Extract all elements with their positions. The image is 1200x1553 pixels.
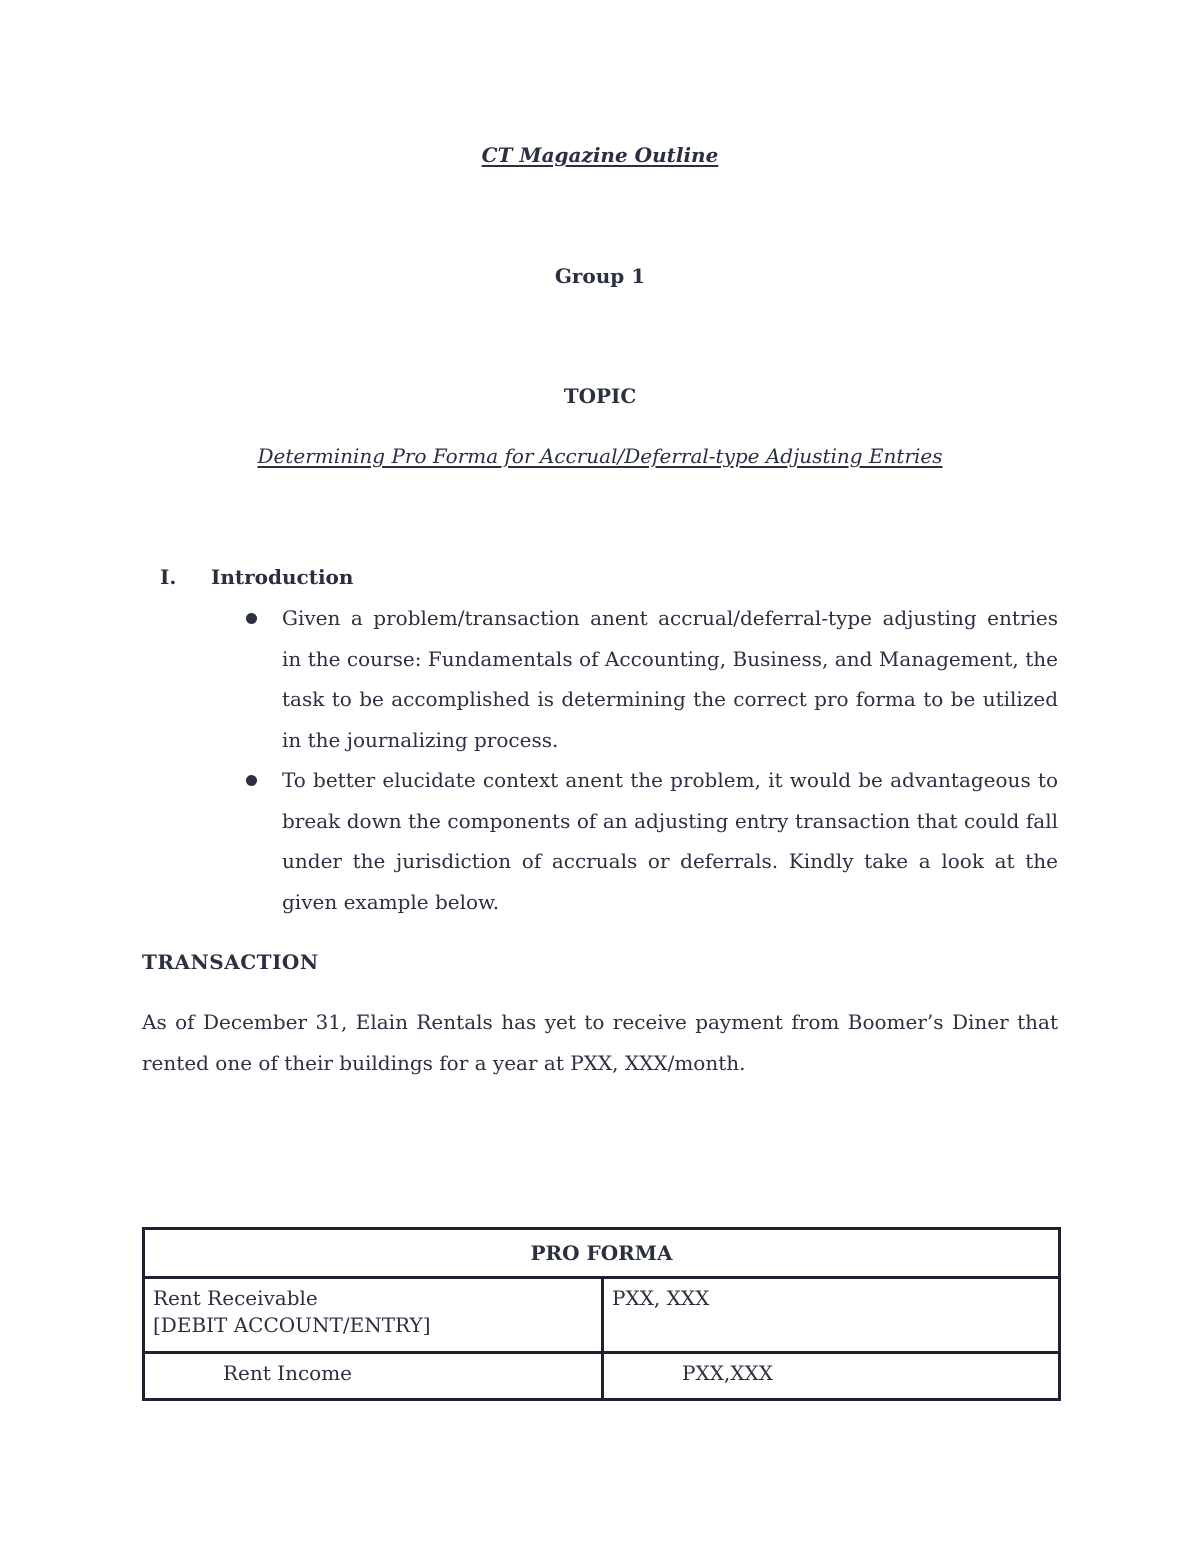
- topic-label: TOPIC: [563, 384, 637, 408]
- topic-title: Determining Pro Forma for Accrual/Deferral-type Adjusting Entries: [257, 444, 943, 468]
- credit-amount: PXX,XXX: [682, 1361, 774, 1385]
- debit-account-cell: [144, 1278, 603, 1353]
- debit-account-name: Rent Receivable: [153, 1286, 318, 1310]
- debit-account-note: [DEBIT ACCOUNT/ENTRY]: [153, 1313, 431, 1337]
- pro-forma-table: [142, 1227, 1061, 1401]
- credit-account-cell: [144, 1353, 603, 1400]
- list-item: [282, 598, 1058, 760]
- debit-amount-cell: [603, 1278, 1060, 1353]
- transaction-heading: TRANSACTION: [142, 950, 319, 974]
- debit-amount: PXX, XXX: [612, 1286, 710, 1310]
- list-item-text: Given a problem/transaction anent accrual/deferral-type adjusting entries in the course: Fundamentals of Accounting, Business, and Management, the task to be accomplished is determining the correct pro forma to be utilized in the journalizing process.: [282, 606, 1058, 752]
- list-item-text: To better elucidate context anent the problem, it would be advantageous to break down the components of an adjusting entry transaction that could fall under the jurisdiction of accruals or deferrals. Kindly take a look at the given example below.: [282, 768, 1058, 914]
- bullet-dot-icon: [246, 775, 257, 786]
- credit-account-name: Rent Income: [223, 1361, 352, 1385]
- list-item: [282, 760, 1058, 922]
- bullet-dot-icon: [246, 613, 257, 624]
- section-numeral: I.: [160, 565, 177, 589]
- document-title: CT Magazine Outline: [481, 143, 719, 167]
- credit-amount-cell: [603, 1353, 1060, 1400]
- pro-forma-header: PRO FORMA: [144, 1229, 1060, 1278]
- table-row: [144, 1278, 1060, 1353]
- section-heading: [160, 565, 353, 589]
- group-label: Group 1: [554, 264, 646, 288]
- transaction-text: As of December 31, Elain Rentals has yet to receive payment from Boomer’s Diner that rented one of their buildings for a year at PXX, XXX/month.: [142, 1010, 1058, 1075]
- table-row: [144, 1353, 1060, 1400]
- section-title: Introduction: [211, 565, 354, 589]
